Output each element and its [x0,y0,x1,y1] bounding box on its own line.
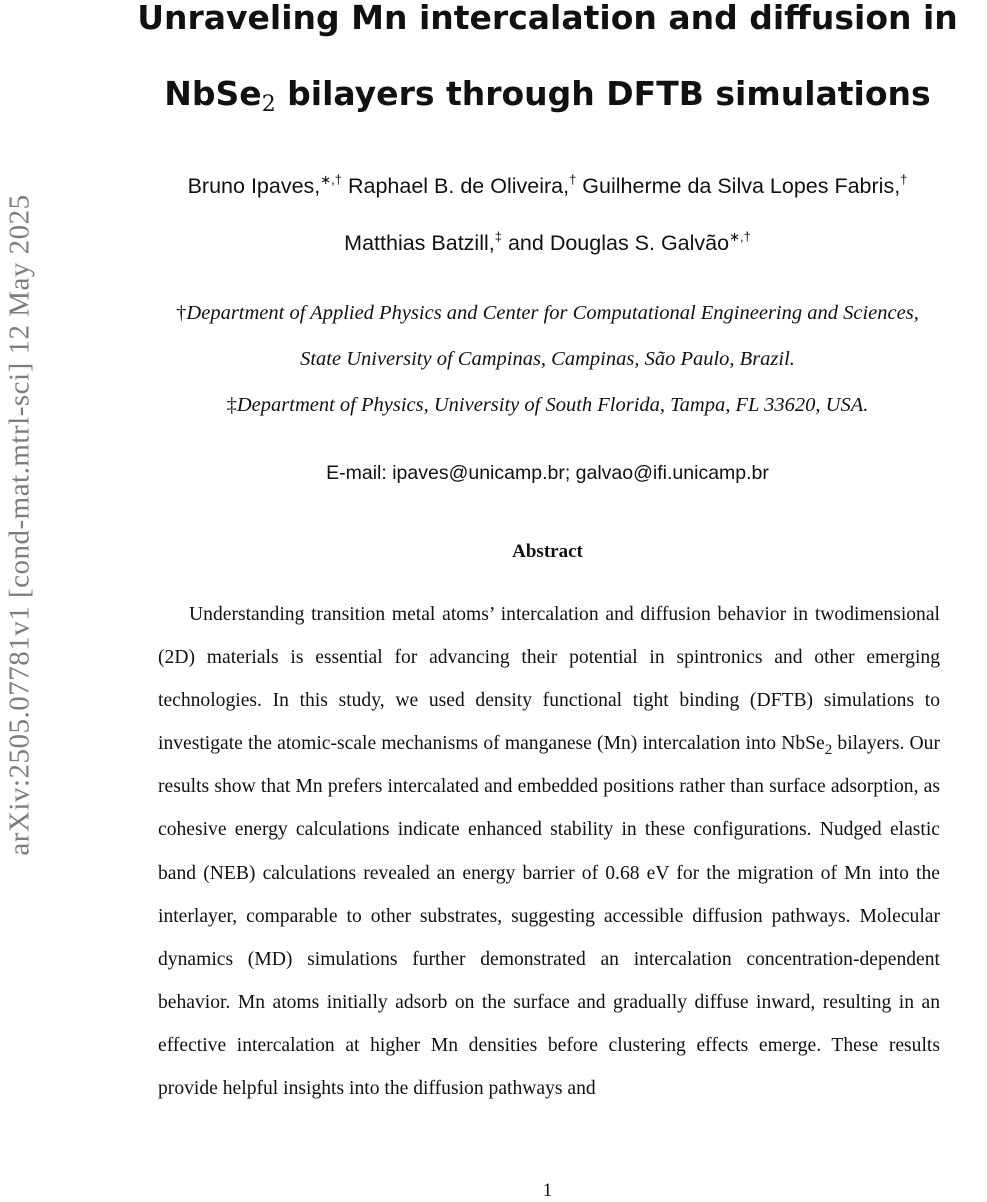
contact-email: E-mail: ipaves@unicamp.br; galvao@ifi.unicamp.br [326,462,769,484]
abstract-body: Understanding transition metal atoms’ intercalation and diffusion behavior in twodimensional (2D) materials is essential for advancing their potential in spintronics and other emerging technologies. In this study, we used density functional tight binding (DFTB) simulations to investigate the atomic-scale mechanisms of manganese (Mn) intercalation into NbSe$_2$ bilayers. Our results show that Mn prefers intercalated and embedded positions rather than surface adsorption, as cohesive energy calculations indicate enhanced stability in these configurations. Nudged elastic band (NEB) calculations revealed an energy barrier of 0.68 eV for the migration of Mn into the interlayer, comparable to other substrates, suggesting accessible diffusion pathways. Molecular dynamics (MD) simulations further demonstrated an intercalation concentration-dependent behavior. Mn atoms initially adsorb on the surface and gradually diffuse inward, resulting in an effective intercalation at higher Mn densities before clustering effects emerge. These results provide helpful insights into the diffusion pathways and [158,604,940,1100]
author-affiliation-mark: ∗,† [729,229,751,244]
affiliation-mark: ‡ [226,394,237,416]
page-number: 1 [542,1180,553,1201]
author-affiliation-mark: † [900,172,908,187]
arxiv-identifier-text: arXiv:2505.07781v1 [cond-mat.mtrl-sci] 12 May 2025 [3,194,36,856]
author-affiliation-mark: ‡ [494,229,502,244]
author-list-line-2 [100,231,987,256]
paper-title-line-2: NbSe$_2$ bilayers through DFTB simulations [164,74,931,117]
author-conjunction: and [507,231,544,255]
arxiv-identifier-stamp [0,0,40,960]
affiliation-line-2: State University of Campinas, Campinas, São Paulo, Brazil. [300,348,795,370]
author-name: Matthias Batzill, [344,231,495,255]
affiliation-line-1: †Department of Applied Physics and Center for Computational Engineering and Sciences, [176,302,919,324]
author-name: Guilherme da Silva Lopes Fabris, [582,174,901,198]
author-name: Raphael B. de Oliveira, [347,174,570,198]
abstract-heading: Abstract [512,541,583,562]
affiliation-mark: † [176,302,187,324]
paper-title-line-1: Unraveling Mn intercalation and diffusion in [137,0,958,37]
author-affiliation-mark: ∗,† [320,172,342,187]
author-name: Douglas S. Galvão [549,231,730,255]
author-affiliation-mark: † [569,172,577,187]
author-name: Bruno Ipaves, [187,174,321,198]
affiliation-line-3: ‡Department of Physics, University of South Florida, Tampa, FL 33620, USA. [226,394,869,416]
author-list-line-1 [100,174,987,199]
